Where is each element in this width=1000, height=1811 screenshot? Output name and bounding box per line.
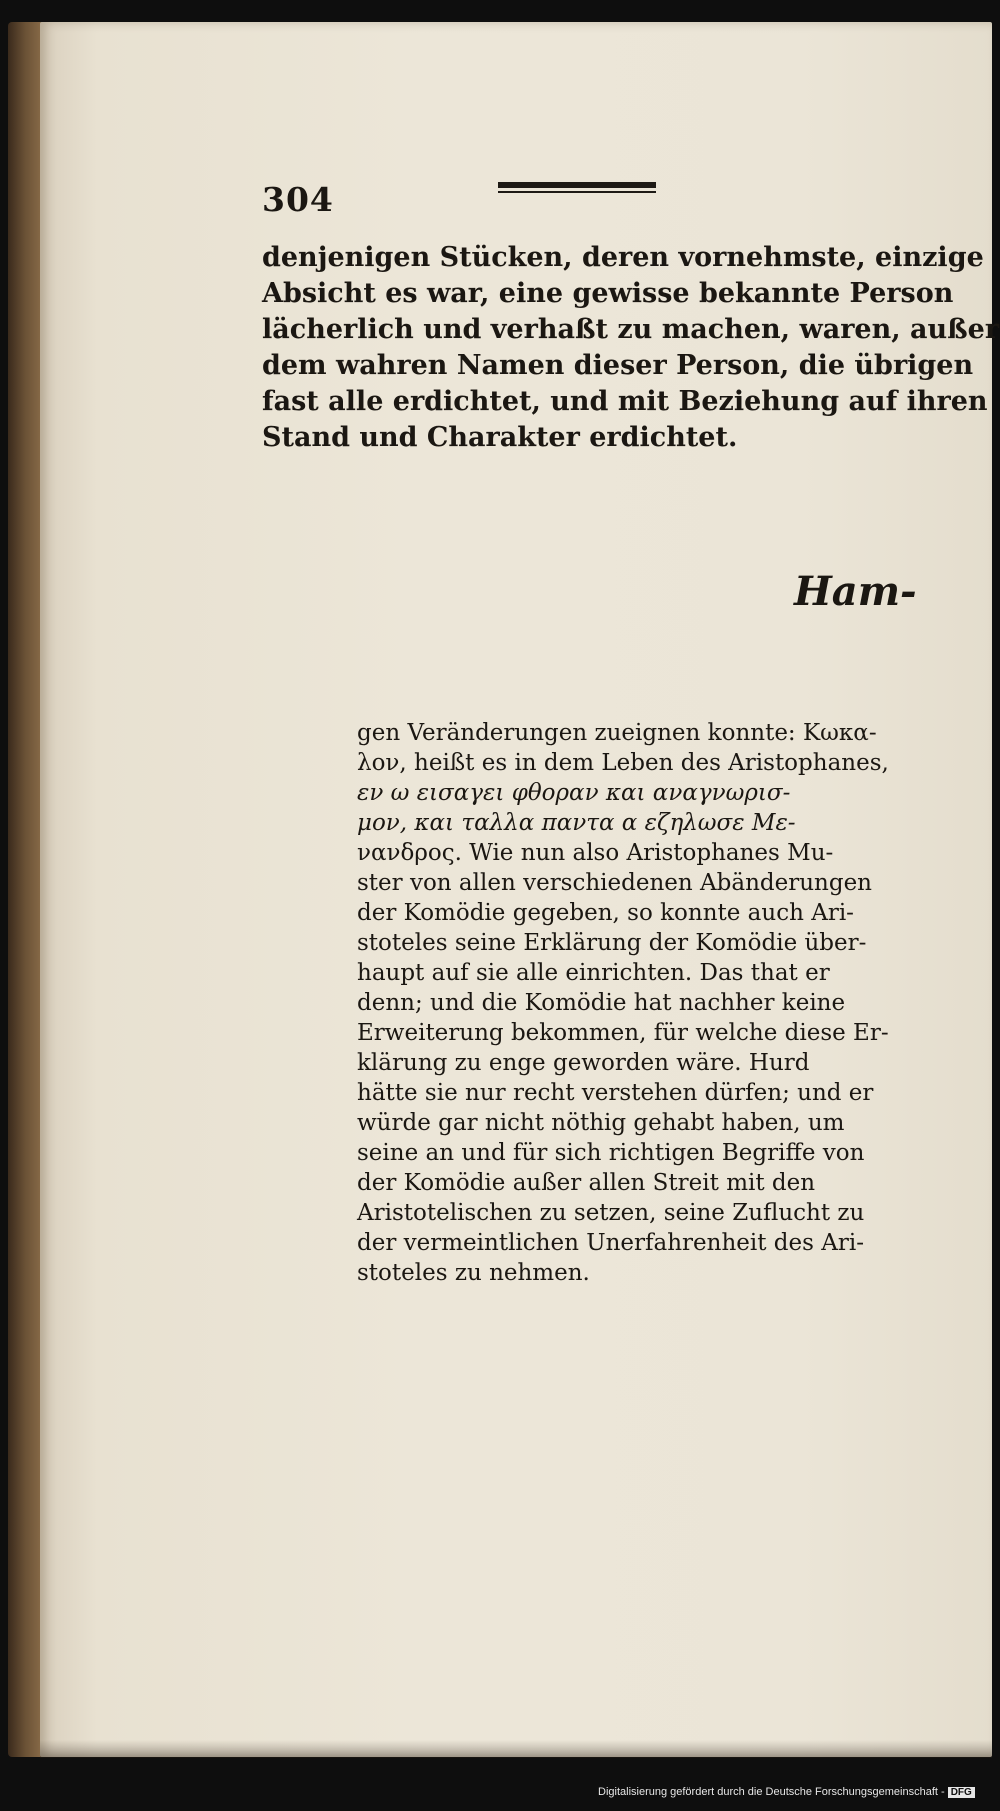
text-line: λον, heißt es in dem Leben des Aristophanes, [357, 750, 889, 776]
text-line: hätte sie nur recht verstehen dürfen; und er [357, 1080, 874, 1106]
text-line: Erweiterung bekommen, für welche diese Er- [357, 1020, 889, 1046]
text-line: stoteles seine Erklärung der Komödie über- [357, 930, 867, 956]
text-line: Absicht es war, eine gewisse bekannte Person [262, 278, 954, 309]
text-line: fast alle erdichtet, und mit Beziehung auf ihren [262, 386, 988, 417]
text-line: gen Veränderungen zueignen konnte: Κωκα- [357, 720, 877, 746]
text-line: der vermeintlichen Unerfahrenheit des Ari- [357, 1230, 864, 1256]
text-line: denn; und die Komödie hat nachher keine [357, 990, 846, 1016]
greek-text-line: εν ω εισαγει φθοραν και αναγνωρισ- [357, 780, 791, 806]
paragraph-top [262, 240, 1000, 456]
text-line: würde gar nicht nöthig gehabt haben, um [357, 1110, 845, 1136]
text-line: ster von allen verschiedenen Abänderungen [357, 870, 872, 896]
dfg-logo: DFG [948, 1787, 975, 1798]
text-line: Aristotelischen zu setzen, seine Zuflucht zu [357, 1200, 865, 1226]
text-line: lächerlich und verhaßt zu machen, waren, außer [262, 314, 1000, 345]
page-bottom-shadow [40, 1740, 992, 1758]
text-line: Stand und Charakter erdichtet. [262, 422, 738, 453]
text-line: der Komödie außer allen Streit mit den [357, 1170, 816, 1196]
header-rule [498, 182, 656, 196]
text-line: klärung zu enge geworden wäre. Hurd [357, 1050, 810, 1076]
text-line: seine an und für sich richtigen Begriffe von [357, 1140, 865, 1166]
text-line: dem wahren Namen dieser Person, die übrigen [262, 350, 974, 381]
text-line: der Komödie gegeben, so konnte auch Ari- [357, 900, 854, 926]
text-line: denjenigen Stücken, deren vornehmste, einzige [262, 242, 984, 273]
greek-text-line: μον, και ταλλα παντα α εζηλωσε Με- [357, 810, 796, 836]
credit-text: Digitalisierung gefördert durch die Deutsche Forschungsgemeinschaft - [598, 1786, 945, 1798]
catchword: Ham- [794, 568, 917, 615]
digitization-credit [598, 1786, 975, 1798]
page-number: 304 [262, 180, 334, 219]
footnote-block [357, 718, 905, 1288]
text-line: haupt auf sie alle einrichten. Das that er [357, 960, 830, 986]
text-line: stoteles zu nehmen. [357, 1260, 590, 1286]
text-line: νανδρος. Wie nun also Aristophanes Mu- [357, 840, 834, 866]
